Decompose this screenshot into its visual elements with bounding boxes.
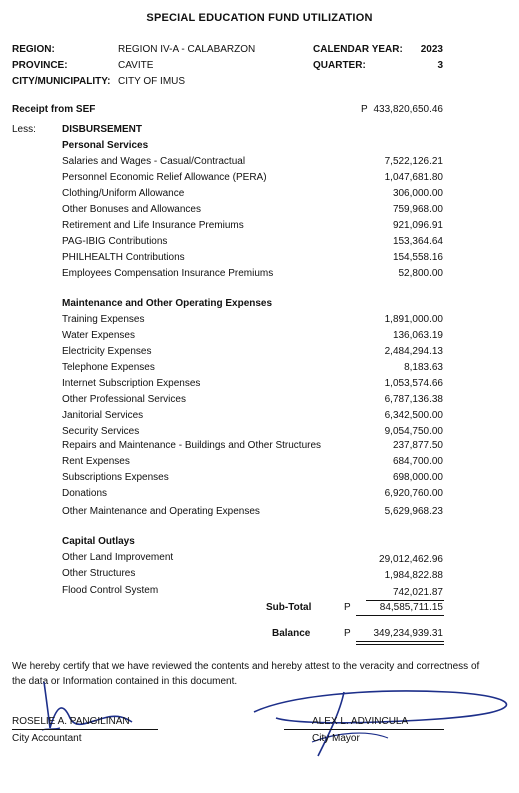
- accountant-signature-line: [12, 729, 158, 730]
- line-item-label: Other Maintenance and Operating Expenses: [62, 506, 260, 517]
- line-item-label: Telephone Expenses: [62, 362, 155, 373]
- subtotal-underline: [356, 615, 444, 616]
- balance-label: Balance: [272, 628, 311, 639]
- line-item-amount: 1,053,574.66: [384, 378, 443, 389]
- mayor-role: City Mayor: [312, 733, 360, 744]
- line-item-amount: 684,700.00: [392, 456, 443, 467]
- certification-text: We hereby certify that we have reviewed the contents and hereby attest to the veracity and correctness of the data or Information contained in this document.: [12, 661, 480, 687]
- line-item-label: Training Expenses: [62, 314, 145, 325]
- line-item-label: Flood Control System: [62, 585, 159, 596]
- line-item-amount: 759,968.00: [392, 204, 443, 215]
- line-item-label: Internet Subscription Expenses: [62, 378, 201, 389]
- line-item-label: Salaries and Wages - Casual/Contractual: [62, 156, 246, 167]
- document-title: SPECIAL EDUCATION FUND UTILIZATION: [146, 12, 373, 24]
- accountant-name: ROSELIE A. PANGILINAN: [12, 716, 130, 727]
- line-item-label: Clothing/Uniform Allowance: [62, 188, 185, 199]
- line-item-label: Subscriptions Expenses: [62, 472, 169, 483]
- line-item-label: Other Land Improvement: [62, 552, 174, 563]
- line-item-amount: 6,342,500.00: [384, 410, 443, 421]
- line-item-amount: 921,096.91: [392, 220, 443, 231]
- line-item-label: Employees Compensation Insurance Premiums: [62, 268, 274, 279]
- section-title-capital: Capital Outlays: [62, 536, 135, 547]
- line-item-amount: 742,021.87: [392, 587, 443, 598]
- calendar-year-label: CALENDAR YEAR:: [313, 44, 403, 55]
- region-label: REGION:: [12, 44, 55, 55]
- line-item-amount: 9,054,750.00: [384, 426, 443, 437]
- line-item-label: Other Structures: [62, 568, 136, 579]
- subtotal-amount: 84,585,711.15: [379, 602, 443, 613]
- city-value: CITY OF IMUS: [118, 76, 186, 87]
- line-item-label: Other Bonuses and Allowances: [62, 204, 201, 215]
- line-item-amount: 154,558.16: [392, 252, 443, 263]
- accountant-role: City Accountant: [12, 733, 82, 744]
- receipt-label: Receipt from SEF: [12, 104, 96, 115]
- section-title-mooe: Maintenance and Other Operating Expenses: [62, 298, 273, 309]
- balance-currency: P: [344, 628, 351, 639]
- quarter-label: QUARTER:: [313, 60, 366, 71]
- line-item-amount: 5,629,968.23: [384, 506, 443, 517]
- province-value: CAVITE: [118, 60, 154, 71]
- line-item-label: Retirement and Life Insurance Premiums: [62, 220, 244, 231]
- subtotal-currency: P: [344, 602, 351, 613]
- line-item-label: Personnel Economic Relief Allowance (PERA): [62, 172, 267, 183]
- balance-underline-2: [356, 644, 444, 645]
- line-item-amount: 1,047,681.80: [384, 172, 443, 183]
- line-item-amount: 153,364.64: [392, 236, 443, 247]
- line-item-amount: 8,183.63: [404, 362, 443, 373]
- less-label: Less:: [12, 124, 36, 135]
- line-item-amount: 1,984,822.88: [384, 570, 443, 581]
- line-item-label: PAG-IBIG Contributions: [62, 236, 168, 247]
- subtotal-rule: [366, 600, 444, 601]
- disbursement-heading: DISBURSEMENT: [62, 124, 143, 135]
- province-label: PROVINCE:: [12, 60, 68, 71]
- line-item-label: PHILHEALTH Contributions: [62, 252, 185, 263]
- line-item-label: Donations: [62, 488, 108, 499]
- mayor-signature-line: [284, 729, 444, 730]
- mayor-name: ALEX L. ADVINCULA: [312, 716, 409, 727]
- region-value: REGION IV-A - CALABARZON: [118, 44, 256, 55]
- line-item-label: Rent Expenses: [62, 456, 130, 467]
- line-item-label: Security Services: [62, 426, 140, 437]
- line-item-amount: 306,000.00: [392, 188, 443, 199]
- balance-amount: 349,234,939.31: [373, 628, 443, 639]
- line-item-amount: 52,800.00: [398, 268, 443, 279]
- line-item-amount: 7,522,126.21: [384, 156, 443, 167]
- quarter-value: 3: [437, 60, 443, 71]
- receipt-amount: 433,820,650.46: [373, 104, 443, 115]
- line-item-amount: 136,063.19: [392, 330, 443, 341]
- subtotal-label: Sub-Total: [266, 602, 312, 613]
- line-item-label: Water Expenses: [62, 330, 135, 341]
- line-item-label: Janitorial Services: [62, 410, 144, 421]
- line-item-amount: 6,787,136.38: [384, 394, 443, 405]
- line-item-amount: 2,484,294.13: [384, 346, 443, 357]
- line-item-amount: 6,920,760.00: [384, 488, 443, 499]
- line-item-amount: 698,000.00: [392, 472, 443, 483]
- city-label: CITY/MUNICIPALITY:: [12, 76, 111, 87]
- line-item-label: Electricity Expenses: [62, 346, 152, 357]
- line-item-label: Repairs and Maintenance - Buildings and Other Structures: [62, 440, 322, 451]
- calendar-year-value: 2023: [420, 44, 443, 55]
- line-item-amount: 237,877.50: [392, 440, 443, 451]
- balance-underline-1: [356, 641, 444, 642]
- line-item-label: Other Professional Services: [62, 394, 186, 405]
- receipt-currency: P: [361, 104, 368, 115]
- section-title-personal: Personal Services: [62, 140, 149, 151]
- line-item-amount: 29,012,462.96: [379, 554, 443, 565]
- line-item-amount: 1,891,000.00: [384, 314, 443, 325]
